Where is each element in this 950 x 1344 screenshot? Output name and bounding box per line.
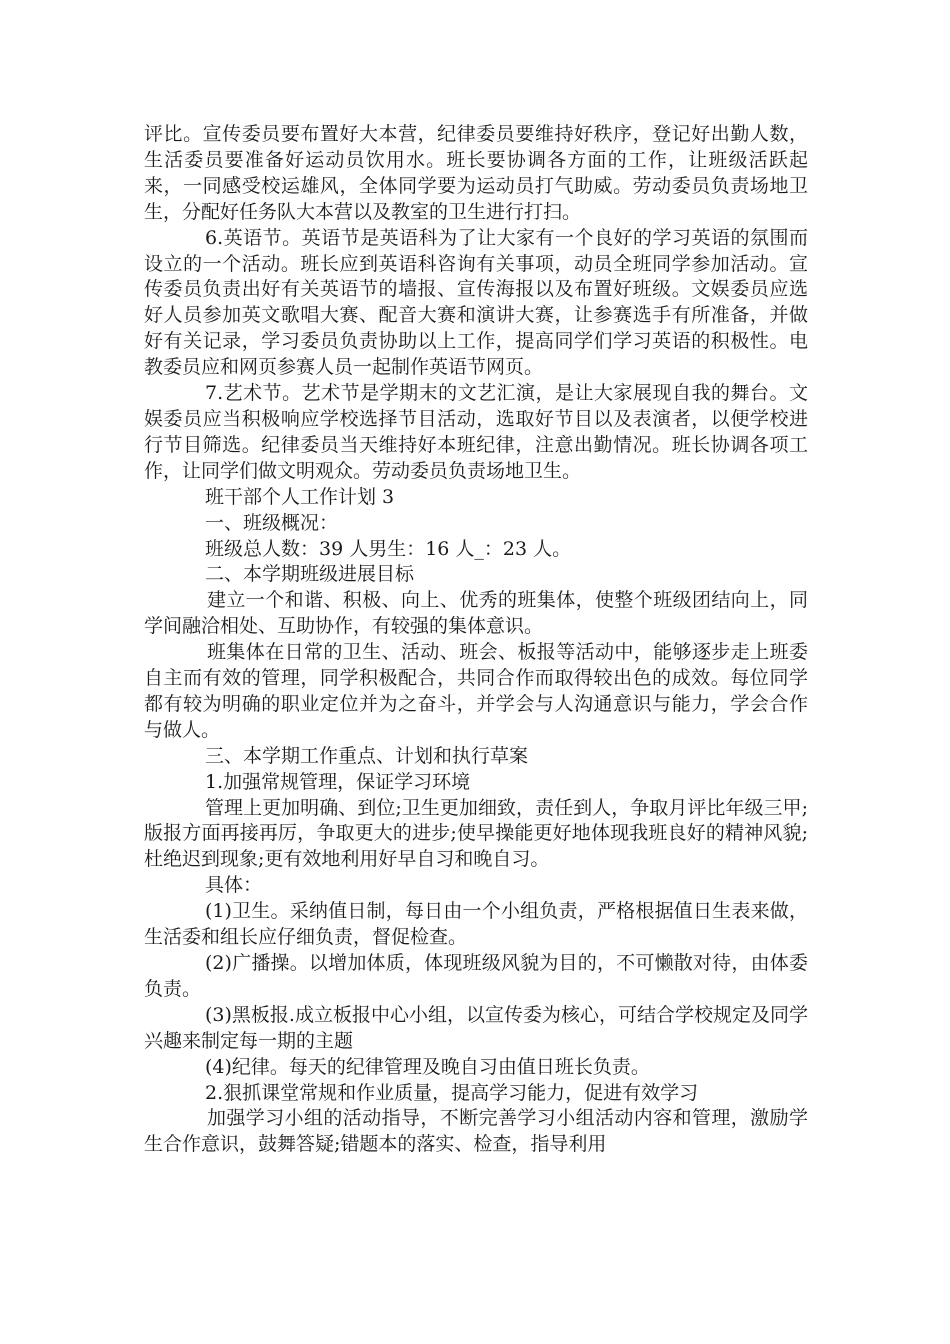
heading-routine-management: 1.加强常规管理，保证学习环境	[205, 770, 471, 793]
heading-work-focus: 三、本学期工作重点、计划和执行草案	[205, 744, 529, 767]
list-item-discipline: (4)纪律。每天的纪律管理及晚自习由值日班长负责。	[205, 1055, 650, 1078]
list-item-exercise: (2)广播操。以增加体质，体现班级风貌为目的，不可懒散对待，由体委负责。	[144, 952, 808, 1000]
paragraph-class-size: 班级总人数：39 人男生：16 人_：23 人。	[205, 537, 572, 560]
paragraph-goal-harmony: 建立一个和谐、积极、向上、优秀的班集体，使整个班级团结向上，同学间融洽相处、互助协作，有较强的集体意识。	[144, 589, 808, 638]
list-item-hygiene: (1)卫生。采纳值日制，每日由一个小组负责，严格根据值日生表来做，生活委和组长应仔细负责，督促检查。	[144, 900, 808, 949]
document-body	[144, 122, 808, 1158]
paragraph-english-festival: 6.英语节。英语节是英语科为了让大家有一个良好的学习英语的氛围而设立的一个活动。班长应到英语科咨询有关事项，动员全班同学参加活动。宣传委员负责出好有关英语节的墙报、宣传海报以及布置好班级。文娱委员应选好人员参加英文歌唱大赛、配音大赛和演讲大赛，让参赛选手有所准备，并做好有关记录，学习委员负责协助以上工作，提高同学们学习英语的积极性。电教委员应和网页参赛人员一起制作英语节网页。	[144, 226, 808, 379]
heading-semester-goals: 二、本学期班级进展目标	[205, 563, 415, 586]
paragraph-sports-duties-end: 评比。宣传委员要布置好大本营，纪律委员要维持好秩序，登记好出勤人数，生活委员要准备好运动员饮用水。班长要协调各方面的工作，让班级活跃起来，一同感受校运雄风，全体同学要为运动员打气助威。劳动委员负责场地卫生，分配好任务队大本营以及教室的卫生进行打扫。	[144, 123, 808, 223]
label-specifics: 具体：	[205, 874, 263, 897]
paragraph-art-festival: 7.艺术节。艺术节是学期末的文艺汇演，是让大家展现自我的舞台。文娱委员应当积极响应学校选择节目活动，选取好节目以及表演者，以便学校进行节目筛选。纪律委员当天维持好本班纪律，注意出勤情况。班长协调各项工作，让同学们做文明观众。劳动委员负责场地卫生。	[144, 382, 808, 482]
paragraph-goal-management: 班集体在日常的卫生、活动、班会、板报等活动中，能够逐步走上班委自主而有效的管理，同学积极配合，共同合作而取得较出色的成效。每位同学都有较为明确的职业定位并为之奋斗，并学会与人沟通意识与能力，学会合作与做人。	[144, 641, 808, 741]
heading-class-overview: 一、班级概况：	[205, 511, 339, 534]
section-title-plan-3: 班干部个人工作计划 3	[205, 485, 395, 508]
list-item-blackboard: (3)黑板报.成立板报中心小组，以宣传委为核心，可结合学校规定及同学兴趣来制定每一期的主题	[144, 1003, 808, 1052]
paragraph-routine-details: 管理上更加明确、到位;卫生更加细致，责任到人，争取月评比年级三甲;版报方面再接再厉，争取更大的进步;使早操能更好地体现我班良好的精神风貌;杜绝迟到现象;更有效地利用好早自习和晚自习。	[144, 796, 808, 871]
paragraph-study-groups: 加强学习小组的活动指导，不断完善学习小组活动内容和管理，激励学生合作意识，鼓舞答疑;错题本的落实、检查，指导利用	[144, 1107, 808, 1156]
heading-classroom-quality: 2.狠抓课堂常规和作业质量，提高学习能力，促进有效学习	[205, 1081, 699, 1104]
